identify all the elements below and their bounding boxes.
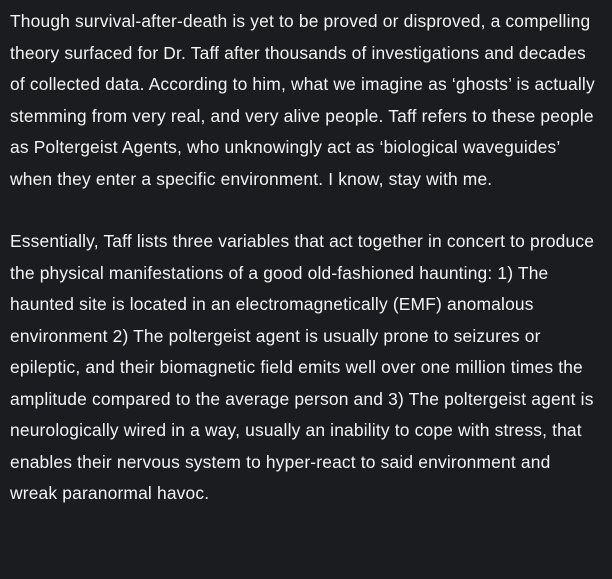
paragraph-one: Though survival-after-death is yet to be proved or disproved, a compelling theory surfaced for Dr. Taff after thousands of investigations and decades of collected data. According to him, what we imagine as ‘ghosts’ is actually stemming from very real, and very alive people. Taff refers to these people as Poltergeist Agents, who unknowingly act as ‘biological waveguides’ when they enter a specific environment. I know, stay with me.: [10, 11, 595, 189]
paragraph-two: Essentially, Taff lists three variables that act together in concert to produce the physical manifestations of a good old-fashioned haunting: 1) The haunted site is located in an electromagnetically (EMF) anomalous environment 2) The poltergeist agent is usually prone to seizures or epileptic, and their biomagnetic field emits well over one million times the amplitude compared to the average person and 3) The poltergeist agent is neurologically wired in a way, usually an inability to cope with stress, that enables their nervous system to hyper-react to said environment and wreak paranormal havoc.: [10, 231, 595, 503]
